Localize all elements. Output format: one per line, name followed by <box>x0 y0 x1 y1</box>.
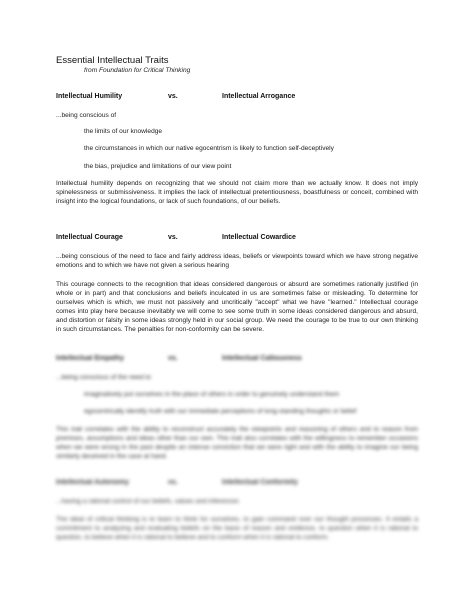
section-paragraph: This trait correlates with the ability to reconstruct accurately the viewpoints and reasoning of others and to reason from premises, assumptions and ideas other than our own. This trait also correlates with the willingness to remember occasions when we were wrong in the past despite an intense conviction that we were right and with the ability to imagine our being similarly deceived in the case at hand. <box>56 426 418 460</box>
section-heading-humility <box>56 93 426 103</box>
versus-label: vs. <box>168 355 178 362</box>
trait-negative: Intellectual Callousness <box>222 355 302 362</box>
versus-label: vs. <box>168 93 178 100</box>
trait-positive: Intellectual Humility <box>56 93 123 100</box>
versus-label: vs. <box>168 479 178 486</box>
document-title: Essential Intellectual Traits <box>56 55 169 66</box>
section-heading-empathy <box>56 355 426 365</box>
trait-negative: Intellectual Arrogance <box>222 93 296 100</box>
versus-label: vs. <box>168 234 178 241</box>
section-heading-courage <box>56 234 426 244</box>
section-heading-autonomy <box>56 479 426 489</box>
section-paragraph: The ideal of critical thinking is to learn to think for ourselves, to gain command over our thought processes. It entails a commitment to analyzing and evaluating beliefs on the basis of reason and evidence, to question when it is rational to question, to believe when it is rational to believe and to conform when it is rational to conform. <box>56 516 418 541</box>
trait-positive: Intellectual Autonomy <box>56 479 129 486</box>
list-item: the circumstances in which our native egocentrism is likely to function self-deceptively <box>84 145 334 152</box>
list-item: the bias, prejudice and limitations of our view point <box>84 163 232 170</box>
section-paragraph: This courage connects to the recognition that ideas considered dangerous or absurd are sometimes rationally justified (in whole or in part) and that conclusions and beliefs inculcated in us are sometimes false or misleading. To determine for ourselves which is which, we must not passively and uncritically "accept" what we have "learned." Intellectual courage comes into play here because inevitably we will come to see some truth in some ideas considered dangerous and absurd, and distortion or falsity in some ideas strongly held in our social group. We need the courage to be true to our own thinking in such circumstances. The penalties for non-conformity can be severe. <box>56 281 418 333</box>
list-item: the limits of our knowledge <box>84 128 163 135</box>
section-intro: ...being conscious of the need to face and fairly address ideas, beliefs or viewpoints toward which we have strong negative emotions and to which we have not given a serious hearing <box>56 253 418 269</box>
trait-positive: Intellectual Courage <box>56 234 123 241</box>
trait-negative: Intellectual Cowardice <box>222 234 296 241</box>
section-paragraph: Intellectual humility depends on recognizing that we should not claim more than we actually know. It does not imply spinelessness or submissiveness. It implies the lack of intellectual pretentiousness, boastfulness or conceit, combined with insight into the logical foundations, or lack of such foundations, of our beliefs. <box>56 180 418 205</box>
list-item: egocentrically identify truth with our immediate perceptions of long-standing thoughts or belief <box>84 408 357 415</box>
trait-negative: Intellectual Conformity <box>222 479 298 486</box>
section-intro: ...having a rational control of our beliefs, values and inferences <box>56 498 239 505</box>
list-item: imaginatively put ourselves in the place of others in order to genuinely understand them <box>84 391 340 398</box>
trait-positive: Intellectual Empathy <box>56 355 125 362</box>
section-intro: ...being conscious of <box>56 112 117 119</box>
section-intro: ...being conscious of the need to <box>56 374 151 381</box>
document-subtitle: from Foundation for Critical Thinking <box>84 67 191 74</box>
